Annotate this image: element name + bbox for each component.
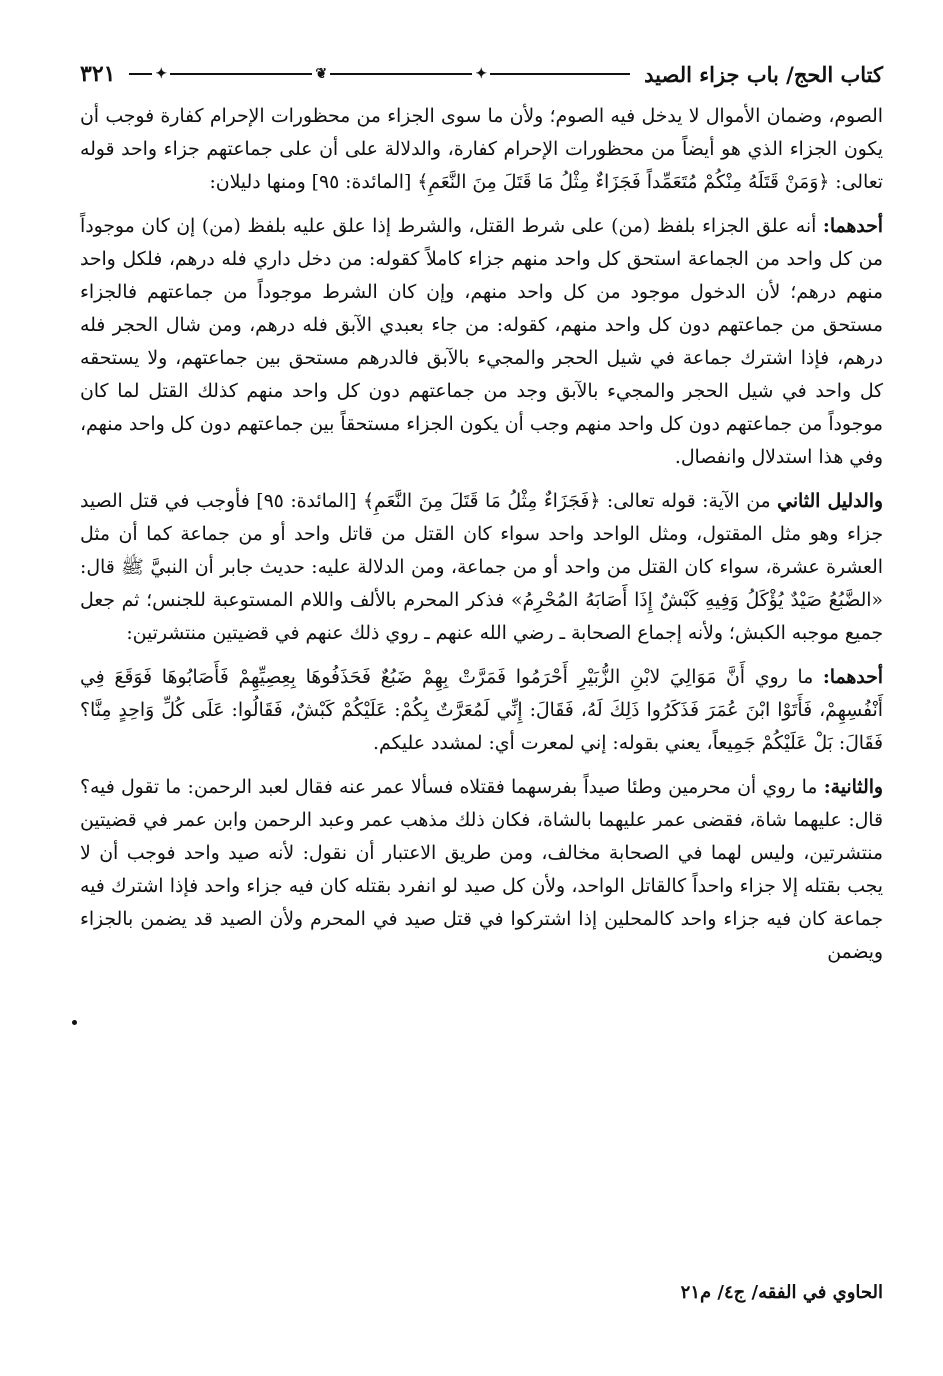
running-header	[80, 52, 883, 96]
page-footer: الحاوي في الفقه/ ج٤/ م٢١	[680, 1282, 883, 1303]
paragraph-lead: أحدهما:	[822, 666, 883, 688]
paragraph-lead: والدليل الثاني	[777, 490, 883, 512]
document-page	[80, 52, 883, 1356]
chapter-title: كتاب الحج/ باب جزاء الصيد	[644, 61, 883, 87]
paragraph	[80, 485, 883, 650]
ornament-icon: ✦	[152, 66, 170, 82]
ornament-icon: ✦	[472, 66, 490, 82]
ink-dot	[72, 1020, 77, 1025]
paragraph-text: الصوم، وضمان الأموال لا يدخل فيه الصوم؛ ولأن ما سوى الجزاء من محظورات الإحرام كفارة فوجب أن يكون الجزاء الذي هو أيضاً من محظورات الإحرام كفارة، والدلالة على أن على جماعتهم جزاء واحد قوله تعالى: ﴿وَمَنْ قَتَلَهُ مِنْكُمْ مُتَعَمِّداً فَجَزَاءٌ مِثْلُ مَا قَتَلَ مِنَ النَّعَمِ﴾ [المائدة: ٩٥] ومنها دليلان:	[80, 106, 883, 193]
paragraph-text: ما روي أن محرمين وطئا صيداً بفرسهما فقتلاه فسألا عمر عنه فقال لعبد الرحمن: ما تقول فيه؟ قال: عليهما شاة، فقضى عمر عليهما بالشاة، فكان ذلك مذهب عمر وعبد الرحمن وابن عمر في قضيتين منتشرتين، وليس لهما في الصحابة مخالف، ومن طريق الاعتبار أن نقول: لأنه صيد واحد فوجب أن لا يجب بقتله إلا جزاء واحداً كالقاتل الواحد، ولأن كل صيد لو انفرد بقتله كان فيه جزاء واحد فإذا اشترك فيه جماعة كان فيه جزاء واحد كالمحلين إذا اشتركوا في قتل صيد في المحرم ولأن الصيد قد يضمن بالجزاء ويضمن	[80, 777, 883, 963]
page-number: ٣٢١	[80, 61, 116, 87]
paragraph	[80, 100, 883, 199]
paragraph	[80, 771, 883, 969]
paragraph-lead: أحدهما:	[822, 215, 883, 237]
ornament-icon: ❦	[312, 66, 330, 82]
paragraph	[80, 661, 883, 760]
header-rule	[129, 66, 630, 82]
body-text	[80, 100, 883, 969]
paragraph-lead: والثانية:	[823, 776, 883, 798]
paragraph	[80, 210, 883, 474]
paragraph-text: ما روي أَنَّ مَوَالِيَ لابْنِ الزُّبَيْرِ أَحْرَمُوا فَمَرَّتْ بِهِمْ ضَبُعٌ فَحَذَفُوهَا بِعِصِيِّهِمْ فَأَصَابُوهَا فَوَقَعَ فِي أَنْفُسِهِمْ، فَأَتَوْا ابْنَ عُمَرَ فَذَكَرُوا ذَلِكَ لَهُ، فَقَالَ: إِنِّي لَمُعَرَّتٌ بِكُمْ: عَلَيْكُمْ كَبْشٌ، فَقَالُوا: عَلَى كُلِّ وَاحِدٍ مِنَّا؟ فَقَالَ: بَلْ عَلَيْكُمْ جَمِيعاً، يعني بقوله: إني لمعرت أي: لمشدد عليكم.	[80, 667, 883, 754]
paragraph-text: من الآية: قوله تعالى: ﴿فَجَزَاءٌ مِثْلُ مَا قَتَلَ مِنَ النَّعَمِ﴾ [المائدة: ٩٥] فأوجب في قتل الصيد جزاء وهو مثل المقتول، ومثل الواحد واحد سواء كان القتل من قاتل واحد أو من جماعة كما أن مثل العشرة عشرة، سواء كان القتل من واحد أو من جماعة، ومن الدلالة عليه: حديث جابر أن النبيَّ ﷺ قال: «الضَّبُعُ صَيْدٌ يُؤْكَلُ وَفِيهِ كَبْشٌ إِذَا أَصَابَهُ المُحْرِمُ» فذكر المحرم بالألف واللام المستوعبة للجنس؛ ثم جعل جميع موجبه الكبش؛ ولأنه إجماع الصحابة ـ رضي الله عنهم ـ روي ذلك عنهم في قضيتين منتشرتين:	[80, 491, 883, 644]
paragraph-text: أنه علق الجزاء بلفظ (من) على شرط القتل، والشرط إذا علق عليه بلفظ (من) إن كان موجوداً من كل واحد من الجماعة استحق كل واحد منهم جزاء كاملاً كقوله: من دخل داري فله درهم، فلكل واحد منهم درهم؛ لأن الدخول موجود من كل واحد منهم، وإن كان الشرط موجوداً من جماعتهم فالجزاء مستحق من جماعتهم دون كل واحد منهم، كقوله: من جاء بعبدي الآبق فله درهم، ومن شال الحجر فله درهم، فإذا اشترك جماعة في شيل الحجر والمجيء بالآبق فالدرهم مستحق بين جماعتهم، ولا يستحقه كل واحد في شيل الحجر والمجيء بالآبق وجد من جماعتهم دون كل واحد منهم كذلك القتل لما كان موجوداً من جماعتهم دون كل واحد منهم وجب أن يكون الجزاء مستحقاً بين جماعتهم دون كل واحد منهم، وفي هذا استدلال وانفصال.	[80, 216, 883, 468]
